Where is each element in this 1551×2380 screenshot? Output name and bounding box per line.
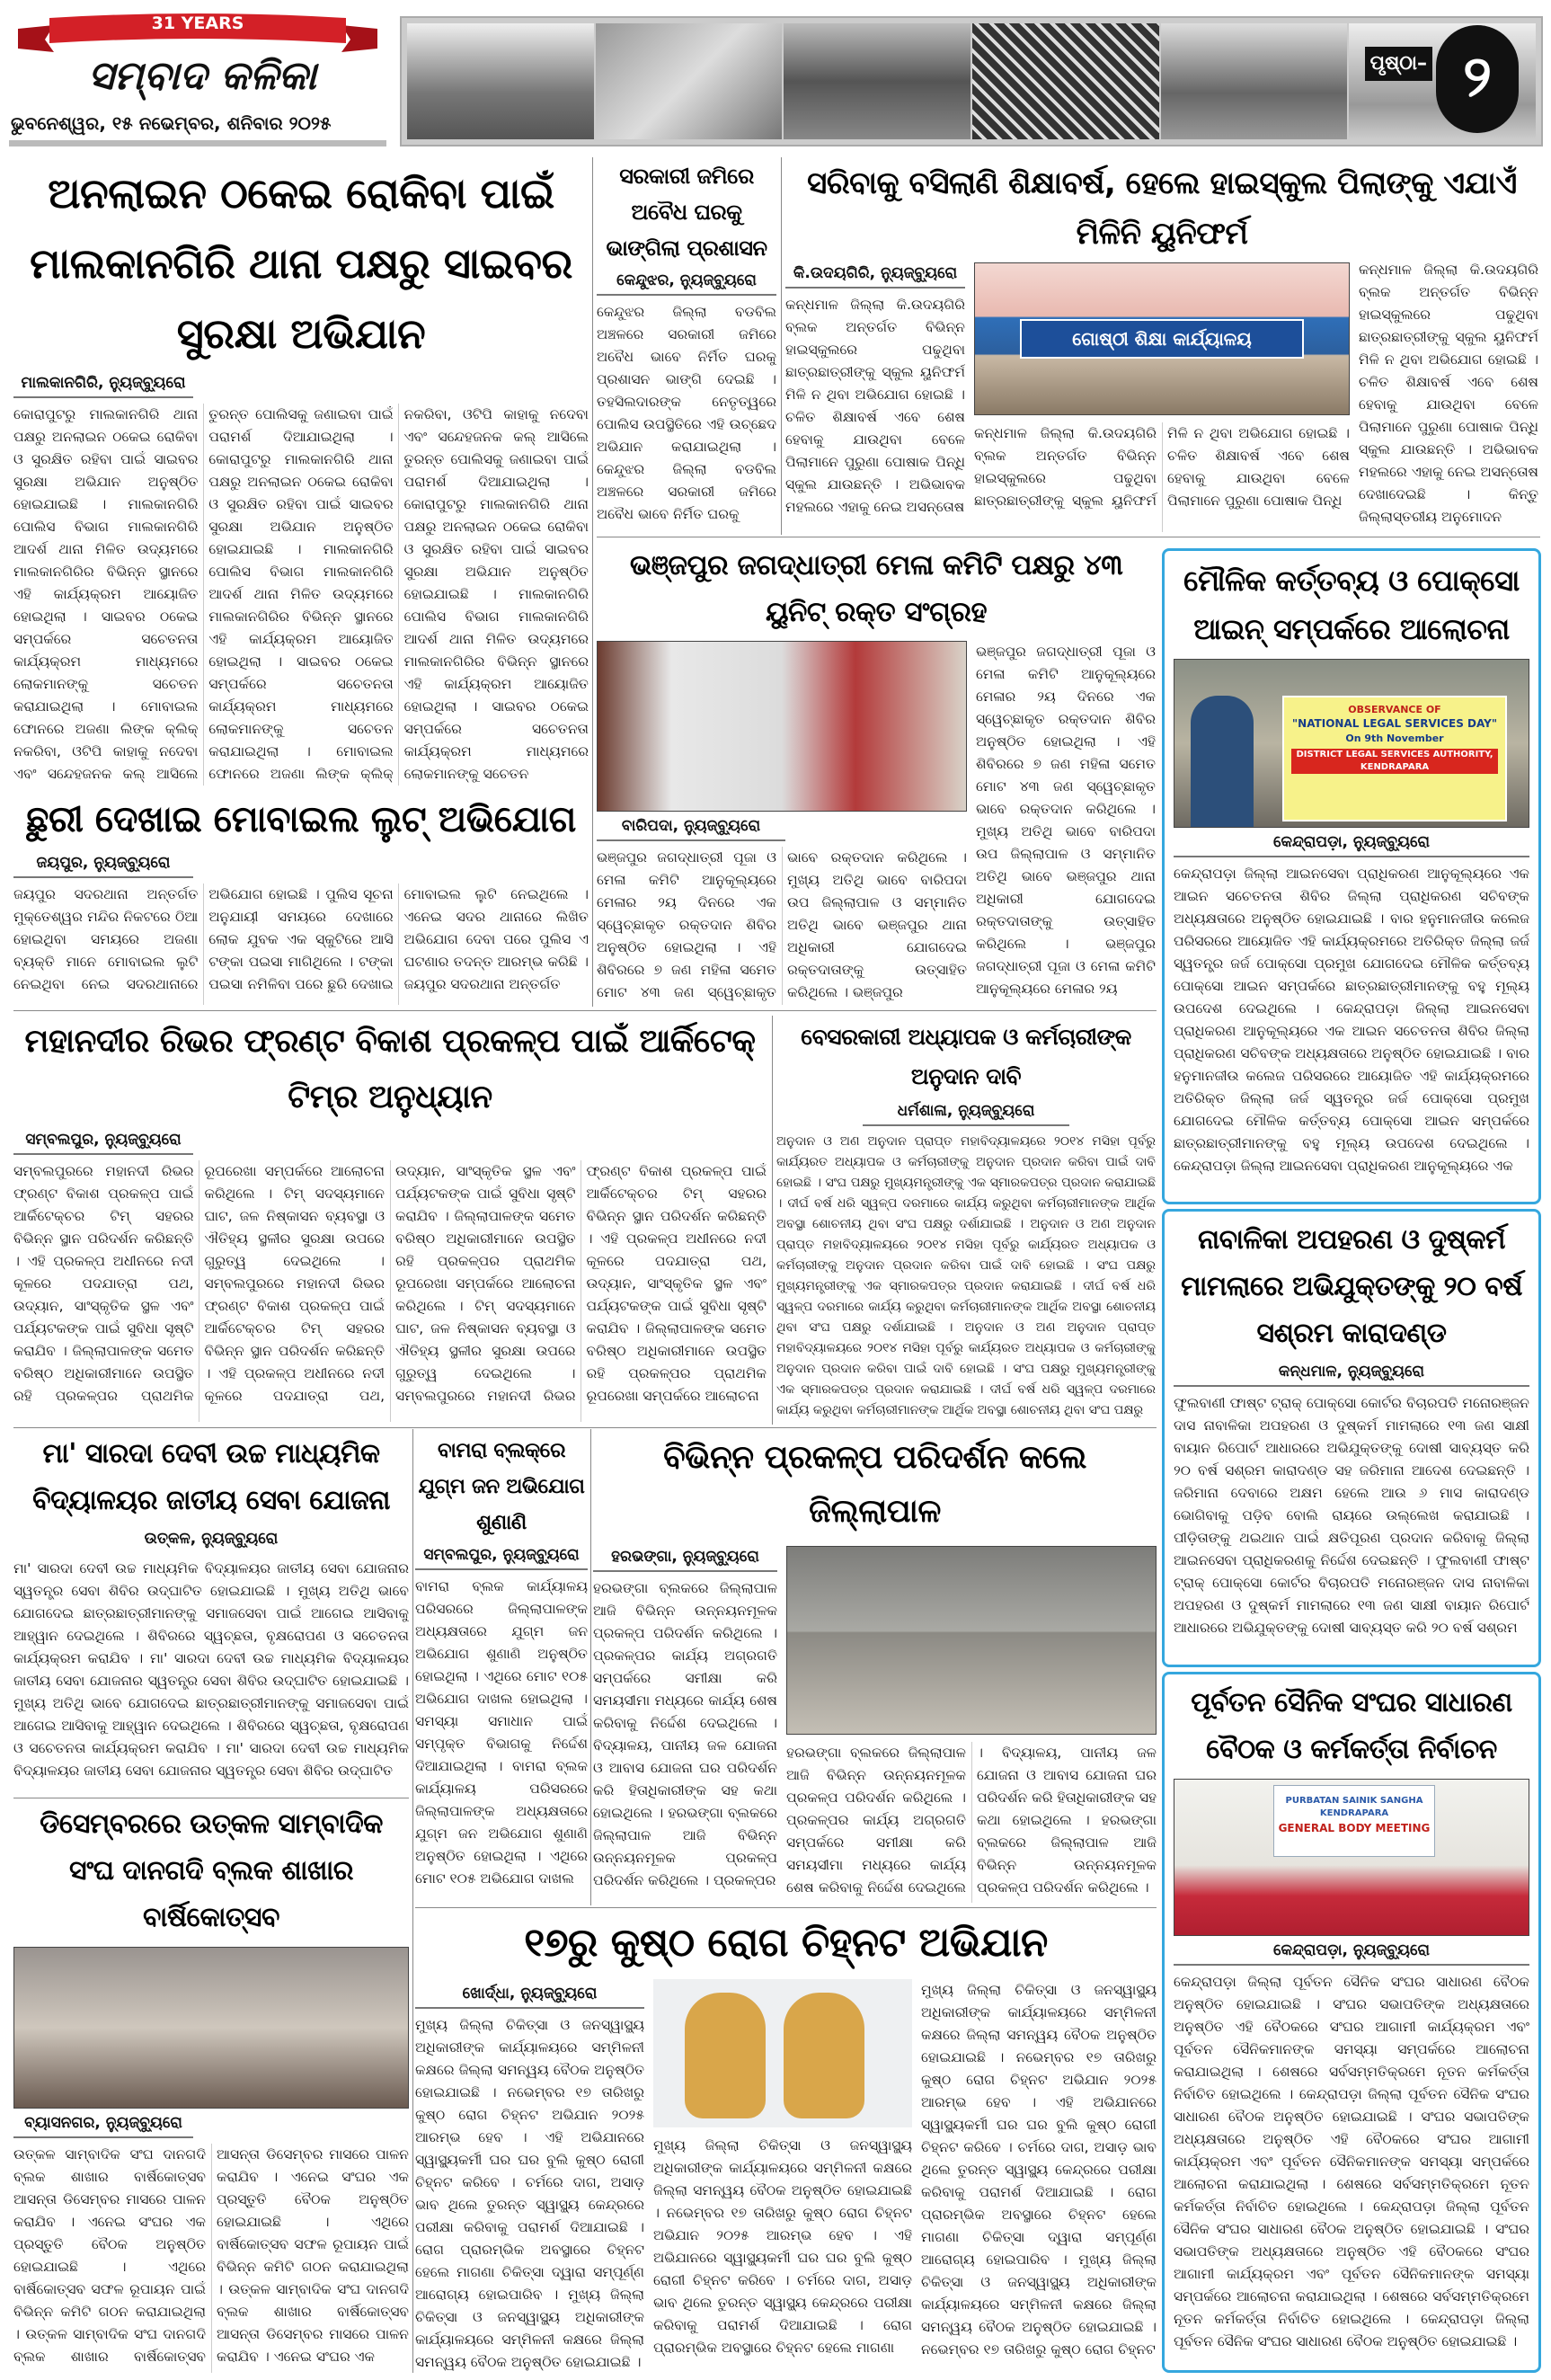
- article-body: ଫୁଲବାଣୀ ଫାଷ୍ଟ ଟ୍ରାକ୍ ପୋକ୍ସୋ କୋର୍ଟର ବିଚାରପତି ମନୋରଞ୍ଜନ ଦାସ ନାବାଳିକା ଅପହରଣ ଓ ଦୁଷ୍କର୍ମ ମାମଲାରେ ୧୩ ଜଣ ସାକ୍ଷୀ ବାୟାନ ରିପୋର୍ଟ ଆଧାରରେ ଅଭିଯୁକ୍ତଙ୍କୁ ଦୋଷୀ ସାବ୍ୟସ୍ତ କରି ୨୦ ବର୍ଷ ସଶ୍ରମ କାରାଦଣ୍ଡ ସହ ଜରିମାନା ଆଦେଶ ଦେଇଛନ୍ତି । ଜରିମାନା ଦେବାରେ ଅକ୍ଷମ ହେଲେ ଆଉ ୬ ମାସ କାରାଦଣ୍ଡ ଭୋଗିବାକୁ ପଡ଼ିବ ବୋଲି ରାୟରେ ଉଲ୍ଲେଖ କରାଯାଇଛି । ପୀଡ଼ିତାଙ୍କୁ ଥଇଥାନ ପାଇଁ କ୍ଷତିପୂରଣ ପ୍ରଦାନ କରିବାକୁ ଜିଲ୍ଲା ଆଇନସେବା ପ୍ରାଧିକରଣକୁ ନିର୍ଦ୍ଦେଶ ଦେଇଛନ୍ତି । ଫୁଲବାଣୀ ଫାଷ୍ଟ ଟ୍ରାକ୍ ପୋକ୍ସୋ କୋର୍ଟର ବିଚାରପତି ମନୋରଞ୍ଜନ ଦାସ ନାବାଳିକା ଅପହରଣ ଓ ଦୁଷ୍କର୍ମ ମାମଲାରେ ୧୩ ଜଣ ସାକ୍ଷୀ ବାୟାନ ରିପୋର୍ଟ ଆଧାରରେ ଅଭିଯୁକ୍ତଙ୍କୁ ଦୋଷୀ ସାବ୍ୟସ୍ତ କରି ୨୦ ବର୍ଷ ସଶ୍ରମ: [1174, 1395, 1529, 1636]
- article-body: କନ୍ଧମାଳ ଜିଲ୍ଲା କି.ଉଦୟଗିରି ବ୍ଲକ ଅନ୍ତର୍ଗତ ବିଭିନ୍ନ ହାଇସ୍କୁଲରେ ପଢୁଥିବା ଛାତ୍ରଛାତ୍ରୀଙ୍କୁ ସ୍କୁଲ ୟୁନିଫର୍ମ ମିଳି ନ ଥିବା ଅଭିଯୋଗ ହୋଇଛି । ଚଳିତ ଶିକ୍ଷାବର୍ଷ ଏବେ ଶେଷ ହେବାକୁ ଯାଉଥିବା ବେଳେ ପିଲାମାନେ ପୁରୁଣା ପୋଷାକ ପିନ୍ଧି ସ୍କୁଲ ଯାଉଛନ୍ତି । ଅଭିଭାବକ ମହଲରେ ଏହାକୁ ନେଇ ଅସନ୍ତୋଷ: [785, 297, 965, 515]
- article-body-cont: ମୁଖ୍ୟ ଜିଲ୍ଲା ଚିକିତ୍ସା ଓ ଜନସ୍ୱାସ୍ଥ୍ୟ ଅଧିକାରୀଙ୍କ କାର୍ଯ୍ୟାଳୟରେ ସମ୍ମିଳନୀ କକ୍ଷରେ ଜିଲ୍ଲା ସମନ୍ୱୟ ବୈଠକ ଅନୁଷ୍ଠିତ ହୋଇଯାଇଛି । ନଭେମ୍ବର ୧୭ ତାରିଖରୁ କୁଷ୍ଠ ରୋଗ ଚିହ୍ନଟ ଅଭିଯାନ ୨୦୨୫ ଆରମ୍ଭ ହେବ । ଏହି ଅଭିଯାନରେ ସ୍ୱାସ୍ଥ୍ୟକର୍ମୀ ଘର ଘର ବୁଲି କୁଷ୍ଠ ରୋଗୀ ଚିହ୍ନଟ କରିବେ । ଚର୍ମରେ ଦାଗ, ଅସାଡ଼ ଭାବ ଥିଲେ ତୁରନ୍ତ ସ୍ୱାସ୍ଥ୍ୟ କେନ୍ଦ୍ରରେ ପରୀକ୍ଷା କରିବାକୁ ପରାମର୍ଶ ଦିଆଯାଇଛି । ରୋଗ ପ୍ରାରମ୍ଭିକ ଅବସ୍ଥାରେ ଚିହ୍ନଟ ହେଲେ ମାଗଣା ଚିକିତ୍ସା ଦ୍ୱାରା ସମ୍ପୂର୍ଣ୍ଣ ଆରୋଗ୍ୟ ହୋଇପାରିବ । ମୁଖ୍ୟ ଜିଲ୍ଲା ଚିକିତ୍ସା ଓ ଜନସ୍ୱାସ୍ଥ୍ୟ ଅଧିକାରୀଙ୍କ କାର୍ଯ୍ୟାଳୟରେ ସମ୍ମିଳନୀ କକ୍ଷରେ ଜିଲ୍ଲା ସମନ୍ୱୟ ବୈଠକ ଅନୁଷ୍ଠିତ ହୋଇଯାଇଛି । ନଭେମ୍ବର ୧୭ ତାରିଖରୁ କୁଷ୍ଠ ରୋଗ ଚିହ୍ନଟ: [921, 1982, 1157, 2358]
- blood-camp-photo: [597, 641, 967, 812]
- rally-banner: [1282, 696, 1507, 821]
- newspaper-logo: ସମ୍ବାଦ କଳିକା: [87, 53, 317, 99]
- dateline: ଉତ୍କଳ, ନ୍ୟୁଜ୍‌ବ୍ୟୁରୋ: [144, 1530, 279, 1548]
- dateline: ସମ୍ବଲପୁର, ନ୍ୟୁଜ୍‌ବ୍ୟୁରୋ: [13, 1129, 193, 1155]
- dateline: କେନ୍ଦ୍ରାପଡ଼ା, ନ୍ୟୁଜ୍‌ବ୍ୟୁରୋ: [1174, 1940, 1529, 1966]
- dateline: ଧର୍ମଶାଳା, ନ୍ୟୁଜ୍‌ବ୍ୟୁରୋ: [863, 1100, 1069, 1126]
- art-photo: [972, 23, 1159, 139]
- headline: ଭଞ୍ଜପୁର ଜଗଦ୍ଧାତ୍ରୀ ମେଳା କମିଟି ପକ୍ଷରୁ ୪୩ ୟୁନିଟ୍ ରକ୍ତ ସଂଗ୍ରହ: [629, 549, 1123, 628]
- article-leprosy-campaign: [415, 1911, 1157, 2373]
- article-body-cont: କନ୍ଧମାଳ ଜିଲ୍ଲା କି.ଉଦୟଗିରି ବ୍ଲକ ଅନ୍ତର୍ଗତ ବିଭିନ୍ନ ହାଇସ୍କୁଲରେ ପଢୁଥିବା ଛାତ୍ରଛାତ୍ରୀଙ୍କୁ ସ୍କୁଲ ୟୁନିଫର୍ମ ମିଳି ନ ଥିବା ଅଭିଯୋଗ ହୋଇଛି । ଚଳିତ ଶିକ୍ଷାବର୍ଷ ଏବେ ଶେଷ ହେବାକୁ ଯାଉଥିବା ବେଳେ ପିଲାମାନେ ପୁରୁଣା ପୋଷାକ ପିନ୍ଧି: [974, 425, 1350, 509]
- page-number: ୨: [1463, 44, 1492, 111]
- temple-photo: [407, 23, 594, 139]
- article-body-cont: ମୁଖ୍ୟ ଜିଲ୍ଲା ଚିକିତ୍ସା ଓ ଜନସ୍ୱାସ୍ଥ୍ୟ ଅଧିକାରୀଙ୍କ କାର୍ଯ୍ୟାଳୟରେ ସମ୍ମିଳନୀ କକ୍ଷରେ ଜିଲ୍ଲା ସମନ୍ୱୟ ବୈଠକ ଅନୁଷ୍ଠିତ ହୋଇଯାଇଛି । ନଭେମ୍ବର ୧୭ ତାରିଖରୁ କୁଷ୍ଠ ରୋଗ ଚିହ୍ନଟ ଅଭିଯାନ ୨୦୨୫ ଆରମ୍ଭ ହେବ । ଏହି ଅଭିଯାନରେ ସ୍ୱାସ୍ଥ୍ୟକର୍ମୀ ଘର ଘର ବୁଲି କୁଷ୍ଠ ରୋଗୀ ଚିହ୍ନଟ କରିବେ । ଚର୍ମରେ ଦାଗ, ଅସାଡ଼ ଭାବ ଥିଲେ ତୁରନ୍ତ ସ୍ୱାସ୍ଥ୍ୟ କେନ୍ଦ୍ରରେ ପରୀକ୍ଷା କରିବାକୁ ପରାମର୍ଶ ଦିଆଯାଇଛି । ରୋଗ ପ୍ରାରମ୍ଭିକ ଅବସ୍ଥାରେ ଚିହ୍ନଟ ହେଲେ ମାଗଣା: [653, 2137, 912, 2356]
- article-body: କେନ୍ଦ୍ରାପଡ଼ା ଜିଲ୍ଲା ପୂର୍ବତନ ସୈନିକ ସଂଘର ସାଧାରଣ ବୈଠକ ଅନୁଷ୍ଠିତ ହୋଇଯାଇଛି । ସଂଘର ସଭାପତିଙ୍କ ଅଧ୍ୟକ୍ଷତାରେ ଅନୁଷ୍ଠିତ ଏହି ବୈଠକରେ ସଂଘର ଆଗାମୀ କାର୍ଯ୍ୟକ୍ରମ ଏବଂ ପୂର୍ବତନ ସୈନିକମାନଙ୍କ ସମସ୍ୟା ସମ୍ପର୍କରେ ଆଲୋଚନା କରାଯାଇଥିଲା । ଶେଷରେ ସର୍ବସମ୍ମତିକ୍ରମେ ନୂତନ କର୍ମକର୍ତ୍ତା ନିର୍ବାଚିତ ହୋଇଥିଲେ । କେନ୍ଦ୍ରାପଡ଼ା ଜିଲ୍ଲା ପୂର୍ବତନ ସୈନିକ ସଂଘର ସାଧାରଣ ବୈଠକ ଅନୁଷ୍ଠିତ ହୋଇଯାଇଛି । ସଂଘର ସଭାପତିଙ୍କ ଅଧ୍ୟକ୍ଷତାରେ ଅନୁଷ୍ଠିତ ଏହି ବୈଠକରେ ସଂଘର ଆଗାମୀ କାର୍ଯ୍ୟକ୍ରମ ଏବଂ ପୂର୍ବତନ ସୈନିକମାନଙ୍କ ସମସ୍ୟା ସମ୍ପର୍କରେ ଆଲୋଚନା କରାଯାଇଥିଲା । ଶେଷରେ ସର୍ବସମ୍ମତିକ୍ରମେ ନୂତନ କର୍ମକର୍ତ୍ତା ନିର୍ବାଚିତ ହୋଇଥିଲେ । କେନ୍ଦ୍ରାପଡ଼ା ଜିଲ୍ଲା ପୂର୍ବତନ ସୈନିକ ସଂଘର ସାଧାରଣ ବୈଠକ ଅନୁଷ୍ଠିତ ହୋଇଯାଇଛି । ସଂଘର ସଭାପତିଙ୍କ ଅଧ୍ୟକ୍ଷତାରେ ଅନୁଷ୍ଠିତ ଏହି ବୈଠକରେ ସଂଘର ଆଗାମୀ କାର୍ଯ୍ୟକ୍ରମ ଏବଂ ପୂର୍ବତନ ସୈନିକମାନଙ୍କ ସମସ୍ୟା ସମ୍ପର୍କରେ ଆଲୋଚନା କରାଯାଇଥିଲା । ଶେଷରେ ସର୍ବସମ୍ମତିକ୍ରମେ ନୂତନ କର୍ମକର୍ତ୍ତା ନିର୍ବାଚିତ ହୋଇଥିଲେ । କେନ୍ଦ୍ରାପଡ଼ା ଜିଲ୍ଲା ପୂର୍ବତନ ସୈନିକ ସଂଘର ସାଧାରଣ ବୈଠକ ଅନୁଷ୍ଠିତ ହୋଇଯାଇଛି ।: [1174, 1974, 1529, 2349]
- headline: ସରିବାକୁ ବସିଲାଣି ଶିକ୍ଷାବର୍ଷ, ହେଲେ ହାଇସ୍କୁଲ ପିଲାଙ୍କୁ ଏଯାଏଁ ମିଳିନି ୟୁନିଫର୍ମ: [807, 165, 1517, 252]
- women-photo: [1161, 23, 1348, 139]
- headline: ନାବାଳିକା ଅପହରଣ ଓ ଦୁଷ୍କର୍ମ ମାମଲାରେ ଅଭିଯୁକ୍ତଙ୍କୁ ୨୦ ବର୍ଷ ସଶ୍ରମ କାରାଦଣ୍ଡ: [1181, 1224, 1522, 1349]
- article-body: ମା' ସାରଦା ଦେବୀ ଉଚ୍ଚ ମାଧ୍ୟମିକ ବିଦ୍ୟାଳୟର ଜାତୀୟ ସେବା ଯୋଜନାର ସ୍ୱତନ୍ତ୍ର ସେବା ଶିବିର ଉଦ୍‌ଘାଟିତ ହୋଇଯାଇଛି । ମୁଖ୍ୟ ଅତିଥି ଭାବେ ଯୋଗଦେଇ ଛାତ୍ରଛାତ୍ରୀମାନଙ୍କୁ ସମାଜସେବା ପାଇଁ ଆଗେଇ ଆସିବାକୁ ଆହ୍ୱାନ ଦେଇଥିଲେ । ଶିବିରରେ ସ୍ୱଚ୍ଛତା, ବୃକ୍ଷରୋପଣ ଓ ସଚେତନତା କାର୍ଯ୍ୟକ୍ରମ କରାଯିବ । ମା' ସାରଦା ଦେବୀ ଉଚ୍ଚ ମାଧ୍ୟମିକ ବିଦ୍ୟାଳୟର ଜାତୀୟ ସେବା ଯୋଜନାର ସ୍ୱତନ୍ତ୍ର ସେବା ଶିବିର ଉଦ୍‌ଘାଟିତ ହୋଇଯାଇଛି । ମୁଖ୍ୟ ଅତିଥି ଭାବେ ଯୋଗଦେଇ ଛାତ୍ରଛାତ୍ରୀମାନଙ୍କୁ ସମାଜସେବା ପାଇଁ ଆଗେଇ ଆସିବାକୁ ଆହ୍ୱାନ ଦେଇଥିଲେ । ଶିବିରରେ ସ୍ୱଚ୍ଛତା, ବୃକ୍ଷରୋପଣ ଓ ସଚେତନତା କାର୍ଯ୍ୟକ୍ରମ କରାଯିବ । ମା' ସାରଦା ଦେବୀ ଉଚ୍ଚ ମାଧ୍ୟମିକ ବିଦ୍ୟାଳୟର ଜାତୀୟ ସେବା ଯୋଜନାର ସ୍ୱତନ୍ତ୍ର ସେବା ଶିବିର ଉଦ୍‌ଘାଟିତ: [13, 1560, 409, 1779]
- legal-rally-photo: [1174, 659, 1529, 828]
- hand-right: [784, 1993, 864, 2118]
- article-body: କେନ୍ଦ୍ରାପଡ଼ା ଜିଲ୍ଲା ଆଇନସେବା ପ୍ରାଧିକରଣ ଆନୁକୂଲ୍ୟରେ ଏକ ଆଇନ ସଚେତନତା ଶିବିର ଜିଲ୍ଲା ପ୍ରାଧିକରଣ ସଚିବଙ୍କ ଅଧ୍ୟକ୍ଷତାରେ ଅନୁଷ୍ଠିତ ହୋଇଯାଇଛି । ବାର ହନୁମାନଜୀଉ କଲେଜ ପରିସରରେ ଆୟୋଜିତ ଏହି କାର୍ଯ୍ୟକ୍ରମରେ ଅତିରିକ୍ତ ଜିଲ୍ଲା ଜର୍ଜ ସ୍ୱତନ୍ତ୍ର ଜର୍ଜ ପୋକ୍ସୋ ପ୍ରମୁଖ ଯୋଗଦେଇ ମୌଳିକ କର୍ତ୍ତବ୍ୟ ପୋକ୍ସୋ ଆଇନ ସମ୍ପର୍କରେ ଛାତ୍ରଛାତ୍ରୀମାନଙ୍କୁ ବହୁ ମୂଲ୍ୟ ଉପଦେଶ ଦେଇଥିଲେ । କେନ୍ଦ୍ରାପଡ଼ା ଜିଲ୍ଲା ଆଇନସେବା ପ୍ରାଧିକରଣ ଆନୁକୂଲ୍ୟରେ ଏକ ଆଇନ ସଚେତନତା ଶିବିର ଜିଲ୍ଲା ପ୍ରାଧିକରଣ ସଚିବଙ୍କ ଅଧ୍ୟକ୍ଷତାରେ ଅନୁଷ୍ଠିତ ହୋଇଯାଇଛି । ବାର ହନୁମାନଜୀଉ କଲେଜ ପରିସରରେ ଆୟୋଜିତ ଏହି କାର୍ଯ୍ୟକ୍ରମରେ ଅତିରିକ୍ତ ଜିଲ୍ଲା ଜର୍ଜ ସ୍ୱତନ୍ତ୍ର ଜର୍ଜ ପୋକ୍ସୋ ପ୍ରମୁଖ ଯୋଗଦେଇ ମୌଳିକ କର୍ତ୍ତବ୍ୟ ପୋକ୍ସୋ ଆଇନ ସମ୍ପର୍କରେ ଛାତ୍ରଛାତ୍ରୀମାନଙ୍କୁ ବହୁ ମୂଲ୍ୟ ଉପଦେଶ ଦେଇଥିଲେ । କେନ୍ଦ୍ରାପଡ଼ା ଜିଲ୍ଲା ଆଇନସେବା ପ୍ରାଧିକରଣ ଆନୁକୂଲ୍ୟରେ ଏକ: [1174, 866, 1529, 1174]
- headline: ୧୭ରୁ କୁଷ୍ଠ ରୋଗ ଚିହ୍ନଟ ଅଭିଯାନ: [524, 1920, 1048, 1966]
- headline: ଛୁରୀ ଦେଖାଇ ମୋବାଇଲ ଲୁଟ୍ ଅଭିଯୋଗ: [26, 799, 576, 840]
- dateline: ବ୍ୟାସନଗର, ନ୍ୟୁଜ୍‌ବ୍ୟୁରୋ: [13, 2112, 193, 2138]
- headline: ଡିସେମ୍ବରରେ ଉତ୍କଳ ସାମ୍ବାଦିକ ସଂଘ ଦାନଗଦି ବ୍ଲକ ଶାଖାର ବାର୍ଷିକୋତ୍ସବ: [40, 1808, 383, 1933]
- article-blood-donation: [597, 542, 1156, 1005]
- article-body-cont: ହରଭଙ୍ଗା ବ୍ଲକରେ ଜିଲ୍ଲାପାଳ ଆଜି ବିଭିନ୍ନ ଉନ୍ନୟନମୂଳକ ପ୍ରକଳ୍ପ ପରିଦର୍ଶନ କରିଥିଲେ । ପ୍ରକଳ୍ପର କାର୍ଯ୍ୟ ଅଗ୍ରଗତି ସମ୍ପର୍କରେ ସମୀକ୍ଷା କରି ସମୟସୀମା ମଧ୍ୟରେ କାର୍ଯ୍ୟ ଶେଷ କରିବାକୁ ନିର୍ଦ୍ଦେଶ ଦେଇଥିଲେ । ବିଦ୍ୟାଳୟ, ପାନୀୟ ଜଳ ଯୋଜନା ଓ ଆବାସ ଯୋଜନା ଘର ପରିଦର୍ଶନ କରି ହିତାଧିକାରୀଙ୍କ ସହ କଥା ହୋଇଥିଲେ । ହରଭଙ୍ଗା ବ୍ଲକରେ ଜିଲ୍ଲାପାଳ ଆଜି ବିଭିନ୍ନ ଉନ୍ନୟନମୂଳକ ପ୍ରକଳ୍ପ ପରିଦର୍ଶନ କରିଥିଲେ ।: [786, 1745, 1157, 1896]
- dateline: କନ୍ଧମାଳ, ନ୍ୟୁଜ୍‌ବ୍ୟୁରୋ: [1174, 1361, 1529, 1387]
- article-journalist-union: [13, 1801, 409, 2373]
- headline: ବାମରା ବ୍ଲକ୍‌ରେ ଯୁଗ୍ମ ଜନ ଅଭିଯୋଗ ଶୁଣାଣି: [418, 1439, 585, 1534]
- article-box-ex-servicemen: [1162, 1672, 1541, 2373]
- banner-org: DISTRICT LEGAL SERVICES AUTHORITY, KENDRAPARA: [1291, 749, 1498, 774]
- article-body: ଅନୁଦାନ ଓ ଅଣ ଅନୁଦାନ ପ୍ରାପ୍ତ ମହାବିଦ୍ୟାଳୟରେ ୨୦୧୪ ମସିହା ପୂର୍ବରୁ କାର୍ଯ୍ୟରତ ଅଧ୍ୟାପକ ଓ କର୍ମଚାରୀଙ୍କୁ ଅନୁଦାନ ପ୍ରଦାନ କରିବା ପାଇଁ ଦାବି ହୋଇଛି । ସଂଘ ପକ୍ଷରୁ ମୁଖ୍ୟମନ୍ତ୍ରୀଙ୍କୁ ଏକ ସ୍ମାରକପତ୍ର ପ୍ରଦାନ କରାଯାଇଛି । ଦୀର୍ଘ ବର୍ଷ ଧରି ସ୍ୱଳ୍ପ ଦରମାରେ କାର୍ଯ୍ୟ କରୁଥିବା କର୍ମଚାରୀମାନଙ୍କ ଆର୍ଥିକ ଅବସ୍ଥା ଶୋଚନୀୟ ଥିବା ସଂଘ ପକ୍ଷରୁ ଦର୍ଶାଯାଇଛି । ଅନୁଦାନ ଓ ଅଣ ଅନୁଦାନ ପ୍ରାପ୍ତ ମହାବିଦ୍ୟାଳୟରେ ୨୦୧୪ ମସିହା ପୂର୍ବରୁ କାର୍ଯ୍ୟରତ ଅଧ୍ୟାପକ ଓ କର୍ମଚାରୀଙ୍କୁ ଅନୁଦାନ ପ୍ରଦାନ କରିବା ପାଇଁ ଦାବି ହୋଇଛି । ସଂଘ ପକ୍ଷରୁ ମୁଖ୍ୟମନ୍ତ୍ରୀଙ୍କୁ ଏକ ସ୍ମାରକପତ୍ର ପ୍ରଦାନ କରାଯାଇଛି । ଦୀର୍ଘ ବର୍ଷ ଧରି ସ୍ୱଳ୍ପ ଦରମାରେ କାର୍ଯ୍ୟ କରୁଥିବା କର୍ମଚାରୀମାନଙ୍କ ଆର୍ଥିକ ଅବସ୍ଥା ଶୋଚନୀୟ ଥିବା ସଂଘ ପକ୍ଷରୁ ଦର୍ଶାଯାଇଛି । ଅନୁଦାନ ଓ ଅଣ ଅନୁଦାନ ପ୍ରାପ୍ତ ମହାବିଦ୍ୟାଳୟରେ ୨୦୧୪ ମସିହା ପୂର୍ବରୁ କାର୍ଯ୍ୟରତ ଅଧ୍ୟାପକ ଓ କର୍ମଚାରୀଙ୍କୁ ଅନୁଦାନ ପ୍ରଦାନ କରିବା ପାଇଁ ଦାବି ହୋଇଛି । ସଂଘ ପକ୍ଷରୁ ମୁଖ୍ୟମନ୍ତ୍ରୀଙ୍କୁ ଏକ ସ୍ମାରକପତ୍ର ପ୍ରଦାନ କରାଯାଇଛି । ଦୀର୍ଘ ବର୍ଷ ଧରି ସ୍ୱଳ୍ପ ଦରମାରେ କାର୍ଯ୍ୟ କରୁଥିବା କର୍ମଚାରୀମାନଙ୍କ ଆର୍ଥିକ ଅବସ୍ଥା ଶୋଚନୀୟ ଥିବା ସଂଘ ପକ୍ଷରୁ: [776, 1134, 1156, 1417]
- article-cyber-security: [13, 158, 589, 786]
- article-body: ଉତ୍କଳ ସାମ୍ବାଦିକ ସଂଘ ଦାନଗଦି ବ୍ଲକ ଶାଖାର ବାର୍ଷିକୋତ୍ସବ ଆସନ୍ତା ଡିସେମ୍ବର ମାସରେ ପାଳନ କରାଯିବ । ଏନେଇ ସଂଘର ଏକ ପ୍ରସ୍ତୁତି ବୈଠକ ଅନୁଷ୍ଠିତ ହୋଇଯାଇଛି । ଏଥିରେ ବାର୍ଷିକୋତ୍ସବ ସଫଳ ରୂପାୟନ ପାଇଁ ବିଭିନ୍ନ କମିଟି ଗଠନ କରାଯାଇଥିଲା । ଉତ୍କଳ ସାମ୍ବାଦିକ ସଂଘ ଦାନଗଦି ବ୍ଲକ ଶାଖାର ବାର୍ଷିକୋତ୍ସବ ଆସନ୍ତା ଡିସେମ୍ବର ମାସରେ ପାଳନ କରାଯିବ । ଏନେଇ ସଂଘର ଏକ ପ୍ରସ୍ତୁତି ବୈଠକ ଅନୁଷ୍ଠିତ ହୋଇଯାଇଛି । ଏଥିରେ ବାର୍ଷିକୋତ୍ସବ ସଫଳ ରୂପାୟନ ପାଇଁ ବିଭିନ୍ନ କମିଟି ଗଠନ କରାଯାଇଥିଲା । ଉତ୍କଳ ସାମ୍ବାଦିକ ସଂଘ ଦାନଗଦି ବ୍ଲକ ଶାଖାର ବାର୍ଷିକୋତ୍ସବ ଆସନ୍ତା ଡିସେମ୍ବର ମାସରେ ପାଳନ କରାଯିବ । ଏନେଇ ସଂଘର ଏକ: [13, 2146, 409, 2365]
- banner-top: PURBATAN SAINIK SANGHA: [1285, 1796, 1423, 1806]
- weaving-photo: [596, 23, 783, 139]
- headline: ମୌଳିକ କର୍ତ୍ତବ୍ୟ ଓ ପୋକ୍ସୋ ଆଇନ୍ ସମ୍ପର୍କରେ ଆଲୋଚନା: [1183, 564, 1520, 646]
- article-box-legal: [1162, 548, 1541, 1204]
- banner-sub: On 9th November: [1345, 733, 1444, 744]
- dateline: ହରଭଙ୍ଗା, ନ୍ୟୁଜ୍‌ବ୍ୟୁରୋ: [593, 1546, 777, 1572]
- article-body: ହରଭଙ୍ଗା ବ୍ଲକରେ ଜିଲ୍ଲାପାଳ ଆଜି ବିଭିନ୍ନ ଉନ୍ନୟନମୂଳକ ପ୍ରକଳ୍ପ ପରିଦର୍ଶନ କରିଥିଲେ । ପ୍ରକଳ୍ପର କାର୍ଯ୍ୟ ଅଗ୍ରଗତି ସମ୍ପର୍କରେ ସମୀକ୍ଷା କରି ସମୟସୀମା ମଧ୍ୟରେ କାର୍ଯ୍ୟ ଶେଷ କରିବାକୁ ନିର୍ଦ୍ଦେଶ ଦେଇଥିଲେ । ବିଦ୍ୟାଳୟ, ପାନୀୟ ଜଳ ଯୋଜନା ଓ ଆବାସ ଯୋଜନା ଘର ପରିଦର୍ଶନ କରି ହିତାଧିକାରୀଙ୍କ ସହ କଥା ହୋଇଥିଲେ । ହରଭଙ୍ଗା ବ୍ଲକରେ ଜିଲ୍ଲାପାଳ ଆଜି ବିଭିନ୍ନ ଉନ୍ନୟନମୂଳକ ପ୍ରକଳ୍ପ ପରିଦର୍ଶନ କରିଥିଲେ । ପ୍ରକଳ୍ପର: [593, 1580, 777, 1888]
- union-members-photo: [13, 1947, 409, 2109]
- dateline: ଜୟପୁର, ନ୍ୟୁଜ୍‌ବ୍ୟୁରୋ: [13, 852, 193, 878]
- masthead-rule: [9, 140, 386, 147]
- office-sign: ଗୋଷ୍ଠୀ ଶିକ୍ଷା କାର୍ଯ୍ୟାଳୟ: [1020, 319, 1304, 359]
- person: [1191, 696, 1254, 828]
- dateline: ବାରିପଦା, ନ୍ୟୁଜ୍‌ବ୍ୟୁରୋ: [597, 815, 785, 841]
- dateline: କି.ଉଦୟଗିରି, ନ୍ୟୁଜ୍‌ବ୍ୟୁରୋ: [785, 262, 965, 289]
- article-body: ଭଞ୍ଜପୁର ଜଗଦ୍ଧାତ୍ରୀ ପୂଜା ଓ ମେଳା କମିଟି ଆନୁକୂଲ୍ୟରେ ମେଳାର ୨ୟ ଦିନରେ ଏକ ସ୍ୱେଚ୍ଛାକୃତ ରକ୍ତଦାନ ଶିବିର ଅନୁଷ୍ଠିତ ହୋଇଥିଲା । ଏହି ଶିବିରରେ ୭ ଜଣ ମହିଳା ସମେତ ମୋଟ ୪୩ ଜଣ ସ୍ୱେଚ୍ଛାକୃତ ଭାବେ ରକ୍ତଦାନ କରିଥିଲେ । ମୁଖ୍ୟ ଅତିଥି ଭାବେ ବାରିପଦା ଉପ ଜିଲ୍ଲାପାଳ ଓ ସମ୍ମାନିତ ଅତିଥି ଭାବେ ଭଞ୍ଜପୁର ଥାନା ଅଧିକାରୀ ଯୋଗଦେଇ ରକ୍ତଦାତାଙ୍କୁ ଉତ୍ସାହିତ କରିଥିଲେ । ଭଞ୍ଜପୁର: [597, 849, 967, 1000]
- dateline: କେନ୍ଦ୍ରାପଡ଼ା, ନ୍ୟୁଜ୍‌ବ୍ୟୁରୋ: [1174, 831, 1529, 857]
- article-river-front: [13, 1014, 767, 1422]
- article-school-uniform: [785, 158, 1538, 532]
- headline: ମହାନଦୀର ରିଭର ଫ୍ରଣ୍ଟ ବିକାଶ ପ୍ରକଳ୍ପ ପାଇଁ ଆର୍କିଟେକ୍ ଟିମ୍‌ର ଅନୁଧ୍ୟାନ: [24, 1023, 756, 1115]
- dateline: କେନ୍ଦୁଝର, ନ୍ୟୁଜ୍‌ବ୍ୟୁରୋ: [597, 270, 776, 296]
- banner-main: "NATIONAL LEGAL SERVICES DAY": [1291, 717, 1498, 730]
- children-photo: [784, 23, 970, 139]
- photo-strip: [400, 16, 1543, 147]
- issue-date: ଭୁବନେଶ୍ୱର, ୧୫ ନଭେମ୍ବର, ଶନିବାର ୨୦୨୫: [11, 112, 332, 134]
- article-grievance-hearing: [415, 1433, 588, 1902]
- article-body-cont: ଭଞ୍ଜପୁର ଜଗଦ୍ଧାତ୍ରୀ ପୂଜା ଓ ମେଳା କମିଟି ଆନୁକୂଲ୍ୟରେ ମେଳାର ୨ୟ ଦିନରେ ଏକ ସ୍ୱେଚ୍ଛାକୃତ ରକ୍ତଦାନ ଶିବିର ଅନୁଷ୍ଠିତ ହୋଇଥିଲା । ଏହି ଶିବିରରେ ୭ ଜଣ ମହିଳା ସମେତ ମୋଟ ୪୩ ଜଣ ସ୍ୱେଚ୍ଛାକୃତ ଭାବେ ରକ୍ତଦାନ କରିଥିଲେ । ମୁଖ୍ୟ ଅତିଥି ଭାବେ ବାରିପଦା ଉପ ଜିଲ୍ଲାପାଳ ଓ ସମ୍ମାନିତ ଅତିଥି ଭାବେ ଭଞ୍ଜପୁର ଥାନା ଅଧିକାରୀ ଯୋଗଦେଇ ରକ୍ତଦାତାଙ୍କୁ ଉତ୍ସାହିତ କରିଥିଲେ । ଭଞ୍ଜପୁର ଜଗଦ୍ଧାତ୍ରୀ ପୂଜା ଓ ମେଳା କମିଟି ଆନୁକୂଲ୍ୟରେ ମେଳାର ୨ୟ: [976, 644, 1156, 997]
- article-encroachment: [597, 158, 776, 532]
- banner-main: GENERAL BODY MEETING: [1278, 1822, 1431, 1834]
- headline: ପୂର୍ବତନ ସୈନିକ ସଂଘର ସାଧାରଣ ବୈଠକ ଓ କର୍ମକର୍ତ୍ତା ନିର୍ବାଚନ: [1191, 1687, 1512, 1765]
- article-body: ଜୟପୁର ସଦରଥାନା ଅନ୍ତର୍ଗତ ମୁକ୍ତେଶ୍ୱର ମନ୍ଦିର ନିକଟରେ ଠିଆ ହୋଇଥିବା ସମୟରେ ଅଜଣା ବ୍ୟକ୍ତି ମାନେ ମୋବାଇଲ ଲୁଟି ନେଇଥିବା ନେଇ ସଦରଥାନାରେ ଅଭିଯୋଗ ହୋଇଛି । ପୁଲିସ ସୂଚନା ଅନୁଯାୟୀ ସମୟରେ ଦେଖାରେ ଲୋକ ଯୁବକ ଏକ ସ୍କୁଟିରେ ଆସି ଟଙ୍କା ପଇସା ମାଗିଥିଲେ । ଟଙ୍କା ପଇସା ନମିଳିବା ପରେ ଛୁରି ଦେଖାଇ ମୋବାଇଲ ଲୁଟି ନେଇଥିଲେ । ଏନେଇ ସଦର ଥାନାରେ ଲିଖିତ ଅଭିଯୋଗ ଦେବା ପରେ ପୁଲିସ ଏ ଘଟଣାର ତଦନ୍ତ ଆରମ୍ଭ କରିଛି । ଜୟପୁର ସଦରଥାନା ଅନ୍ତର୍ଗତ: [13, 886, 589, 992]
- hand-left: [685, 1993, 766, 2118]
- banner-top: OBSERVANCE OF: [1348, 704, 1441, 715]
- article-teachers-demand: [776, 1017, 1156, 1422]
- banner-sub: KENDRAPARA: [1319, 1808, 1389, 1818]
- headline: ବେସରକାରୀ ଅଧ୍ୟାପକ ଓ କର୍ମଚାରୀଙ୍କ ଅନୁଦାନ ଦାବି: [801, 1024, 1131, 1089]
- page-label: ପୃଷ୍ଠା–: [1365, 47, 1432, 81]
- headline: ବିଭିନ୍ନ ପ୍ରକଳ୍ପ ପରିଦର୍ଶନ କଲେ ଜିଲ୍ଲାପାଳ: [663, 1439, 1086, 1530]
- article-mobile-robbery: [13, 791, 589, 1005]
- headline: ଅନଲାଇନ ଠକେଇ ରୋକିବା ପାଇଁ ମାଲକାନଗିରି ଥାନା ପକ୍ଷରୁ ସାଇବର ସୁରକ୍ଷା ଅଭିଯାନ: [30, 169, 572, 358]
- dateline: ସମ୍ବଲପୁର, ନ୍ୟୁଜ୍‌ବ୍ୟୁରୋ: [415, 1544, 588, 1570]
- article-body: ମୁଖ୍ୟ ଜିଲ୍ଲା ଚିକିତ୍ସା ଓ ଜନସ୍ୱାସ୍ଥ୍ୟ ଅଧିକାରୀଙ୍କ କାର୍ଯ୍ୟାଳୟରେ ସମ୍ମିଳନୀ କକ୍ଷରେ ଜିଲ୍ଲା ସମନ୍ୱୟ ବୈଠକ ଅନୁଷ୍ଠିତ ହୋଇଯାଇଛି । ନଭେମ୍ବର ୧୭ ତାରିଖରୁ କୁଷ୍ଠ ରୋଗ ଚିହ୍ନଟ ଅଭିଯାନ ୨୦୨୫ ଆରମ୍ଭ ହେବ । ଏହି ଅଭିଯାନରେ ସ୍ୱାସ୍ଥ୍ୟକର୍ମୀ ଘର ଘର ବୁଲି କୁଷ୍ଠ ରୋଗୀ ଚିହ୍ନଟ କରିବେ । ଚର୍ମରେ ଦାଗ, ଅସାଡ଼ ଭାବ ଥିଲେ ତୁରନ୍ତ ସ୍ୱାସ୍ଥ୍ୟ କେନ୍ଦ୍ରରେ ପରୀକ୍ଷା କରିବାକୁ ପରାମର୍ଶ ଦିଆଯାଇଛି । ରୋଗ ପ୍ରାରମ୍ଭିକ ଅବସ୍ଥାରେ ଚିହ୍ନଟ ହେଲେ ମାଗଣା ଚିକିତ୍ସା ଦ୍ୱାରା ସମ୍ପୂର୍ଣ୍ଣ ଆରୋଗ୍ୟ ହୋଇପାରିବ । ମୁଖ୍ୟ ଜିଲ୍ଲା ଚିକିତ୍ସା ଓ ଜନସ୍ୱାସ୍ଥ୍ୟ ଅଧିକାରୀଙ୍କ କାର୍ଯ୍ୟାଳୟରେ ସମ୍ମିଳନୀ କକ୍ଷରେ ଜିଲ୍ଲା ସମନ୍ୱୟ ବୈଠକ ଅନୁଷ୍ଠିତ ହୋଇଯାଇଛି ।: [415, 2017, 644, 2370]
- headline: ସରକାରୀ ଜମିରେ ଅବୈଧ ଘରକୁ ଭାଙ୍ଗିଲା ପ୍ରଶାସନ: [606, 164, 767, 261]
- article-nss: [13, 1431, 409, 1794]
- article-body: ବାମରା ବ୍ଲକ କାର୍ଯ୍ୟାଳୟ ପରିସରରେ ଜିଲ୍ଲାପାଳଙ୍କ ଅଧ୍ୟକ୍ଷତାରେ ଯୁଗ୍ମ ଜନ ଅଭିଯୋଗ ଶୁଣାଣି ଅନୁଷ୍ଠିତ ହୋଇଥିଲା । ଏଥିରେ ମୋଟ ୧୦୫ ଅଭିଯୋଗ ଦାଖଲ ହୋଇଥିଲା । ସମସ୍ୟା ସମାଧାନ ପାଇଁ ସମ୍ପୃକ୍ତ ବିଭାଗକୁ ନିର୍ଦ୍ଦେଶ ଦିଆଯାଇଥିଲା । ବାମରା ବ୍ଲକ କାର୍ଯ୍ୟାଳୟ ପରିସରରେ ଜିଲ୍ଲାପାଳଙ୍କ ଅଧ୍ୟକ୍ଷତାରେ ଯୁଗ୍ମ ଜନ ଅଭିଯୋଗ ଶୁଣାଣି ଅନୁଷ୍ଠିତ ହୋଇଥିଲା । ଏଥିରେ ମୋଟ ୧୦୫ ଅଭିଯୋଗ ଦାଖଲ: [415, 1578, 588, 1887]
- dateline: ମାଲକାନଗିରି, ନ୍ୟୁଜ୍‌ବ୍ୟୁରୋ: [13, 372, 193, 398]
- meeting-banner: [1273, 1785, 1435, 1857]
- article-collector-visit: [593, 1431, 1157, 1903]
- years-label: 31 YEARS: [151, 13, 244, 33]
- article-body: କେନ୍ଦୁଝର ଜିଲ୍ଲା ବଡବିଲ ଅଞ୍ଚଳରେ ସରକାରୀ ଜମିରେ ଅବୈଧ ଭାବେ ନିର୍ମିତ ଘରକୁ ପ୍ରଶାସନ ଭାଙ୍ଗି ଦେଇଛି । ତହସିଲଦାରଙ୍କ ନେତୃତ୍ୱରେ ପୋଲିସ ଉପସ୍ଥିତିରେ ଏହି ଉଚ୍ଛେଦ ଅଭିଯାନ କରାଯାଇଥିଲା । କେନ୍ଦୁଝର ଜିଲ୍ଲା ବଡବିଲ ଅଞ୍ଚଳରେ ସରକାରୀ ଜମିରେ ଅବୈଧ ଭାବେ ନିର୍ମିତ ଘରକୁ: [597, 304, 776, 522]
- article-box-pocso-verdict: [1162, 1209, 1541, 1667]
- hands-photo: [653, 1979, 912, 2127]
- article-body: କୋରାପୁଟରୁ ମାଲକାନଗିରି ଥାନା ପକ୍ଷରୁ ଅନଲାଇନ ଠକେଇ ରୋକିବା ଓ ସୁରକ୍ଷିତ ରହିବା ପାଇଁ ସାଇବର ସୁରକ୍ଷା ଅଭିଯାନ ଅନୁଷ୍ଠିତ ହୋଇଯାଇଛି । ମାଲକାନଗିରି ପୋଲିସ ବିଭାଗ ମାଲକାନଗିରି ଆଦର୍ଶ ଥାନା ମିଳିତ ଉଦ୍ୟମରେ ମାଲକାନଗିରିର ବିଭିନ୍ନ ସ୍ଥାନରେ ଏହି କାର୍ଯ୍ୟକ୍ରମ ଆୟୋଜିତ ହୋଇଥିଲା । ସାଇବର ଠକେଇ ସମ୍ପର୍କରେ ସଚେତନତା କାର୍ଯ୍ୟକ୍ରମ ମାଧ୍ୟମରେ ଲୋକମାନଙ୍କୁ ସଚେତନ କରାଯାଇଥିଲା । ମୋବାଇଲ ଫୋନରେ ଅଜଣା ଲିଙ୍କ କ୍ଲିକ୍ ନକରିବା, ଓଟିପି କାହାକୁ ନଦେବା ଏବଂ ସନ୍ଦେହଜନକ କଲ୍ ଆସିଲେ ତୁରନ୍ତ ପୋଲିସକୁ ଜଣାଇବା ପାଇଁ ପରାମର୍ଶ ଦିଆଯାଇଥିଲା । କୋରାପୁଟରୁ ମାଲକାନଗିରି ଥାନା ପକ୍ଷରୁ ଅନଲାଇନ ଠକେଇ ରୋକିବା ଓ ସୁରକ୍ଷିତ ରହିବା ପାଇଁ ସାଇବର ସୁରକ୍ଷା ଅଭିଯାନ ଅନୁଷ୍ଠିତ ହୋଇଯାଇଛି । ମାଲକାନଗିରି ପୋଲିସ ବିଭାଗ ମାଲକାନଗିରି ଆଦର୍ଶ ଥାନା ମିଳିତ ଉଦ୍ୟମରେ ମାଲକାନଗିରିର ବିଭିନ୍ନ ସ୍ଥାନରେ ଏହି କାର୍ଯ୍ୟକ୍ରମ ଆୟୋଜିତ ହୋଇଥିଲା । ସାଇବର ଠକେଇ ସମ୍ପର୍କରେ ସଚେତନତା କାର୍ଯ୍ୟକ୍ରମ ମାଧ୍ୟମରେ ଲୋକମାନଙ୍କୁ ସଚେତନ କରାଯାଇଥିଲା । ମୋବାଇଲ ଫୋନରେ ଅଜଣା ଲିଙ୍କ କ୍ଲିକ୍ ନକରିବା, ଓଟିପି କାହାକୁ ନଦେବା ଏବଂ ସନ୍ଦେହଜନକ କଲ୍ ଆସିଲେ ତୁରନ୍ତ ପୋଲିସକୁ ଜଣାଇବା ପାଇଁ ପରାମର୍ଶ ଦିଆଯାଇଥିଲା । କୋରାପୁଟରୁ ମାଲକାନଗିରି ଥାନା ପକ୍ଷରୁ ଅନଲାଇନ ଠକେଇ ରୋକିବା ଓ ସୁରକ୍ଷିତ ରହିବା ପାଇଁ ସାଇବର ସୁରକ୍ଷା ଅଭିଯାନ ଅନୁଷ୍ଠିତ ହୋଇଯାଇଛି । ମାଲକାନଗିରି ପୋଲିସ ବିଭାଗ ମାଲକାନଗିରି ଆଦର୍ଶ ଥାନା ମିଳିତ ଉଦ୍ୟମରେ ମାଲକାନଗିରିର ବିଭିନ୍ନ ସ୍ଥାନରେ ଏହି କାର୍ଯ୍ୟକ୍ରମ ଆୟୋଜିତ ହୋଇଥିଲା । ସାଇବର ଠକେଇ ସମ୍ପର୍କରେ ସଚେତନତା କାର୍ଯ୍ୟକ୍ରମ ମାଧ୍ୟମରେ ଲୋକମାନଙ୍କୁ ସଚେତନ: [13, 406, 589, 782]
- education-office-photo: [974, 262, 1350, 415]
- article-body: ସମ୍ବଲପୁରରେ ମହାନଦୀ ରିଭର ଫ୍ରଣ୍ଟ ବିକାଶ ପ୍ରକଳ୍ପ ପାଇଁ ଆର୍କିଟେକ୍ଚର ଟିମ୍ ସହରର ବିଭିନ୍ନ ସ୍ଥାନ ପରିଦର୍ଶନ କରିଛନ୍ତି । ଏହି ପ୍ରକଳ୍ପ ଅଧୀନରେ ନଦୀ କୂଳରେ ପଦଯାତ୍ରା ପଥ, ଉଦ୍ୟାନ, ସାଂସ୍କୃତିକ ସ୍ଥଳ ଏବଂ ପର୍ଯ୍ୟଟକଙ୍କ ପାଇଁ ସୁବିଧା ସୃଷ୍ଟି କରାଯିବ । ଜିଲ୍ଲାପାଳଙ୍କ ସମେତ ବରିଷ୍ଠ ଅଧିକାରୀମାନେ ଉପସ୍ଥିତ ରହି ପ୍ରକଳ୍ପର ପ୍ରାଥମିକ ରୂପରେଖା ସମ୍ପର୍କରେ ଆଲୋଚନା କରିଥିଲେ । ଟିମ୍ ସଦସ୍ୟମାନେ ଘାଟ, ଜଳ ନିଷ୍କାସନ ବ୍ୟବସ୍ଥା ଓ ଐତିହ୍ୟ ସ୍ଥଳୀର ସୁରକ୍ଷା ଉପରେ ଗୁରୁତ୍ୱ ଦେଇଥିଲେ । ସମ୍ବଲପୁରରେ ମହାନଦୀ ରିଭର ଫ୍ରଣ୍ଟ ବିକାଶ ପ୍ରକଳ୍ପ ପାଇଁ ଆର୍କିଟେକ୍ଚର ଟିମ୍ ସହରର ବିଭିନ୍ନ ସ୍ଥାନ ପରିଦର୍ଶନ କରିଛନ୍ତି । ଏହି ପ୍ରକଳ୍ପ ଅଧୀନରେ ନଦୀ କୂଳରେ ପଦଯାତ୍ରା ପଥ, ଉଦ୍ୟାନ, ସାଂସ୍କୃତିକ ସ୍ଥଳ ଏବଂ ପର୍ଯ୍ୟଟକଙ୍କ ପାଇଁ ସୁବିଧା ସୃଷ୍ଟି କରାଯିବ । ଜିଲ୍ଲାପାଳଙ୍କ ସମେତ ବରିଷ୍ଠ ଅଧିକାରୀମାନେ ଉପସ୍ଥିତ ରହି ପ୍ରକଳ୍ପର ପ୍ରାଥମିକ ରୂପରେଖା ସମ୍ପର୍କରେ ଆଲୋଚନା କରିଥିଲେ । ଟିମ୍ ସଦସ୍ୟମାନେ ଘାଟ, ଜଳ ନିଷ୍କାସନ ବ୍ୟବସ୍ଥା ଓ ଐତିହ୍ୟ ସ୍ଥଳୀର ସୁରକ୍ଷା ଉପରେ ଗୁରୁତ୍ୱ ଦେଇଥିଲେ । ସମ୍ବଲପୁରରେ ମହାନଦୀ ରିଭର ଫ୍ରଣ୍ଟ ବିକାଶ ପ୍ରକଳ୍ପ ପାଇଁ ଆର୍କିଟେକ୍ଚର ଟିମ୍ ସହରର ବିଭିନ୍ନ ସ୍ଥାନ ପରିଦର୍ଶନ କରିଛନ୍ତି । ଏହି ପ୍ରକଳ୍ପ ଅଧୀନରେ ନଦୀ କୂଳରେ ପଦଯାତ୍ରା ପଥ, ଉଦ୍ୟାନ, ସାଂସ୍କୃତିକ ସ୍ଥଳ ଏବଂ ପର୍ଯ୍ୟଟକଙ୍କ ପାଇଁ ସୁବିଧା ସୃଷ୍ଟି କରାଯିବ । ଜିଲ୍ଲାପାଳଙ୍କ ସମେତ ବରିଷ୍ଠ ଅଧିକାରୀମାନେ ଉପସ୍ଥିତ ରହି ପ୍ରକଳ୍ପର ପ୍ରାଥମିକ ରୂପରେଖା ସମ୍ପର୍କରେ ଆଲୋଚନା: [13, 1163, 767, 1404]
- headline: ମା' ସାରଦା ଦେବୀ ଉଚ୍ଚ ମାଧ୍ୟମିକ ବିଦ୍ୟାଳୟର ଜାତୀୟ ସେବା ଯୋଜନା: [32, 1438, 390, 1516]
- meeting-photo: [1174, 1779, 1529, 1936]
- article-body-cont: କନ୍ଧମାଳ ଜିଲ୍ଲା କି.ଉଦୟଗିରି ବ୍ଲକ ଅନ୍ତର୍ଗତ ବିଭିନ୍ନ ହାଇସ୍କୁଲରେ ପଢୁଥିବା ଛାତ୍ରଛାତ୍ରୀଙ୍କୁ ସ୍କୁଲ ୟୁନିଫର୍ମ ମିଳି ନ ଥିବା ଅଭିଯୋଗ ହୋଇଛି । ଚଳିତ ଶିକ୍ଷାବର୍ଷ ଏବେ ଶେଷ ହେବାକୁ ଯାଉଥିବା ବେଳେ ପିଲାମାନେ ପୁରୁଣା ପୋଷାକ ପିନ୍ଧି ସ୍କୁଲ ଯାଉଛନ୍ତି । ଅଭିଭାବକ ମହଲରେ ଏହାକୁ ନେଇ ଅସନ୍ତୋଷ ଦେଖାଦେଇଛି । କିନ୍ତୁ ଜିଲ୍ଲାସ୍ତରୀୟ ଅନୁମୋଦନ: [1359, 262, 1538, 525]
- dateline: ଖୋର୍ଦ୍ଧା, ନ୍ୟୁଜ୍‌ବ୍ୟୁରୋ: [415, 1983, 644, 2009]
- site-visit-photo: [786, 1546, 1157, 1735]
